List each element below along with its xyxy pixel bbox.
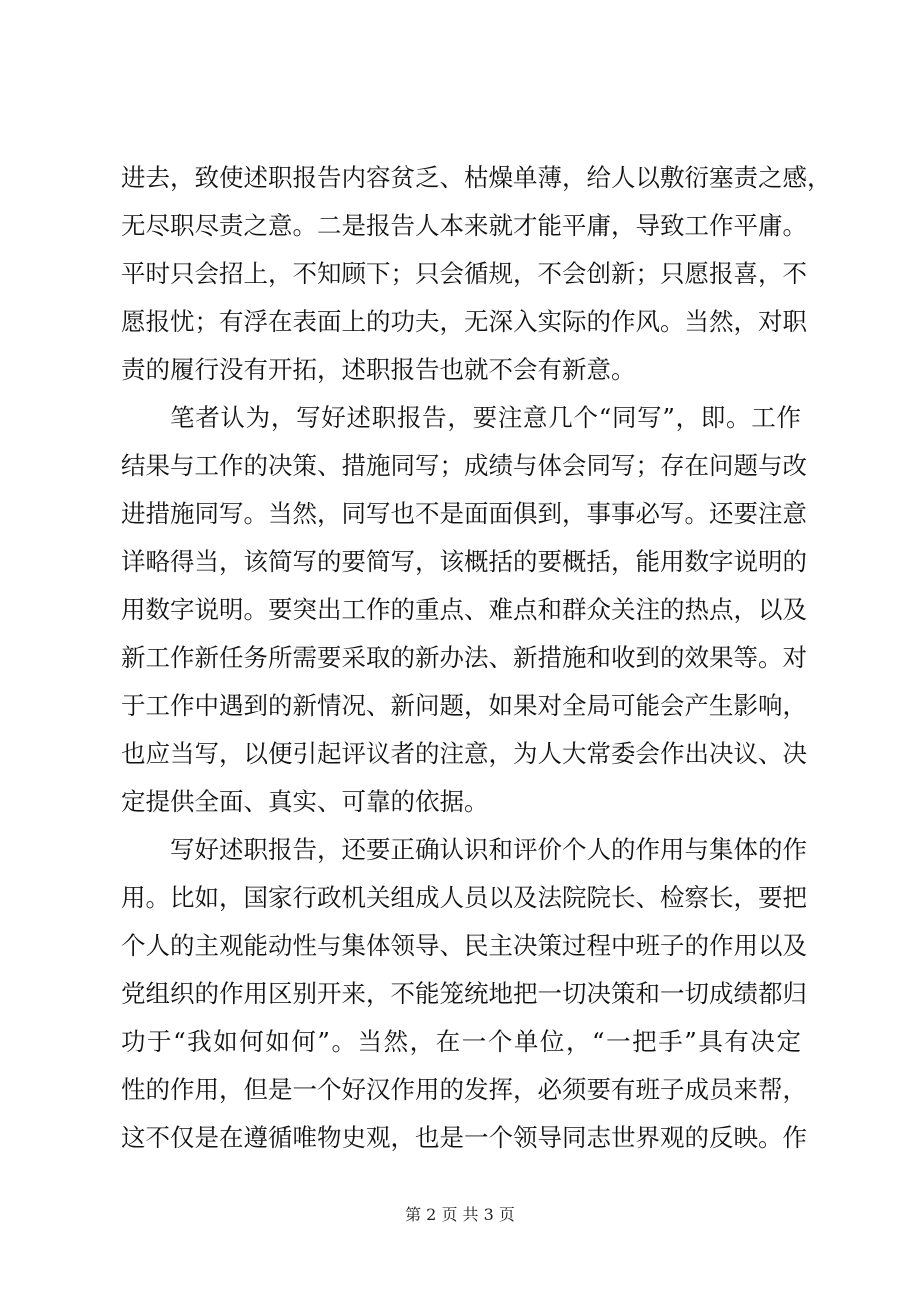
page-footer: 第 2 页 共 3 页 bbox=[405, 1205, 515, 1224]
text-line: 定提供全面、真实、可靠的依据。 bbox=[121, 787, 489, 816]
text-line: 平时只会招上，不知顾下；只会循规，不会创新；只愿报喜，不 bbox=[121, 259, 807, 288]
text-line: 用。比如，国家行政机关组成人员以及法院院长、检察长，要把 bbox=[121, 883, 807, 912]
text-line: 性的作用，但是一个好汉作用的发挥，必须要有班子成员来帮， bbox=[121, 1075, 807, 1104]
text-line: 用数字说明。要突出工作的重点、难点和群众关注的热点，以及 bbox=[121, 595, 807, 624]
document-body bbox=[121, 154, 832, 1162]
text-line: 详略得当，该简写的要简写，该概括的要概括，能用数字说明的 bbox=[121, 547, 807, 576]
text-line: 写好述职报告，还要正确认识和评价个人的作用与集体的作 bbox=[170, 835, 807, 864]
text-line: 进去，致使述职报告内容贫乏、枯燥单薄，给人以敷衍塞责之感， bbox=[121, 163, 832, 192]
text-line: 党组织的作用区别开来，不能笼统地把一切决策和一切成绩都归 bbox=[121, 979, 807, 1008]
text-line: 愿报忧；有浮在表面上的功夫，无深入实际的作风。当然，对职 bbox=[121, 307, 807, 336]
text-line: 个人的主观能动性与集体领导、民主决策过程中班子的作用以及 bbox=[121, 931, 807, 960]
text-line: 于工作中遇到的新情况、新问题，如果对全局可能会产生影响， bbox=[121, 691, 807, 720]
text-line: 结果与工作的决策、措施同写；成绩与体会同写；存在问题与改 bbox=[121, 451, 807, 480]
text-line: 责的履行没有开拓，述职报告也就不会有新意。 bbox=[121, 355, 636, 384]
text-line: 也应当写，以便引起评议者的注意，为人大常委会作出决议、决 bbox=[121, 739, 807, 768]
text-line: 进措施同写。当然，同写也不是面面俱到，事事必写。还要注意 bbox=[121, 499, 807, 528]
text-line: 这不仅是在遵循唯物史观，也是一个领导同志世界观的反映。作 bbox=[121, 1123, 807, 1152]
text-line: 新工作新任务所需要采取的新办法、新措施和收到的效果等。对 bbox=[121, 643, 807, 672]
text-line: 无尽职尽责之意。二是报告人本来就才能平庸，导致工作平庸。 bbox=[121, 211, 807, 240]
text-line: 笔者认为，写好述职报告，要注意几个“同写”，即。工作 bbox=[170, 403, 801, 432]
text-line: 功于“我如何如何”。当然，在一个单位，“一把手”具有决定 bbox=[121, 1027, 801, 1056]
